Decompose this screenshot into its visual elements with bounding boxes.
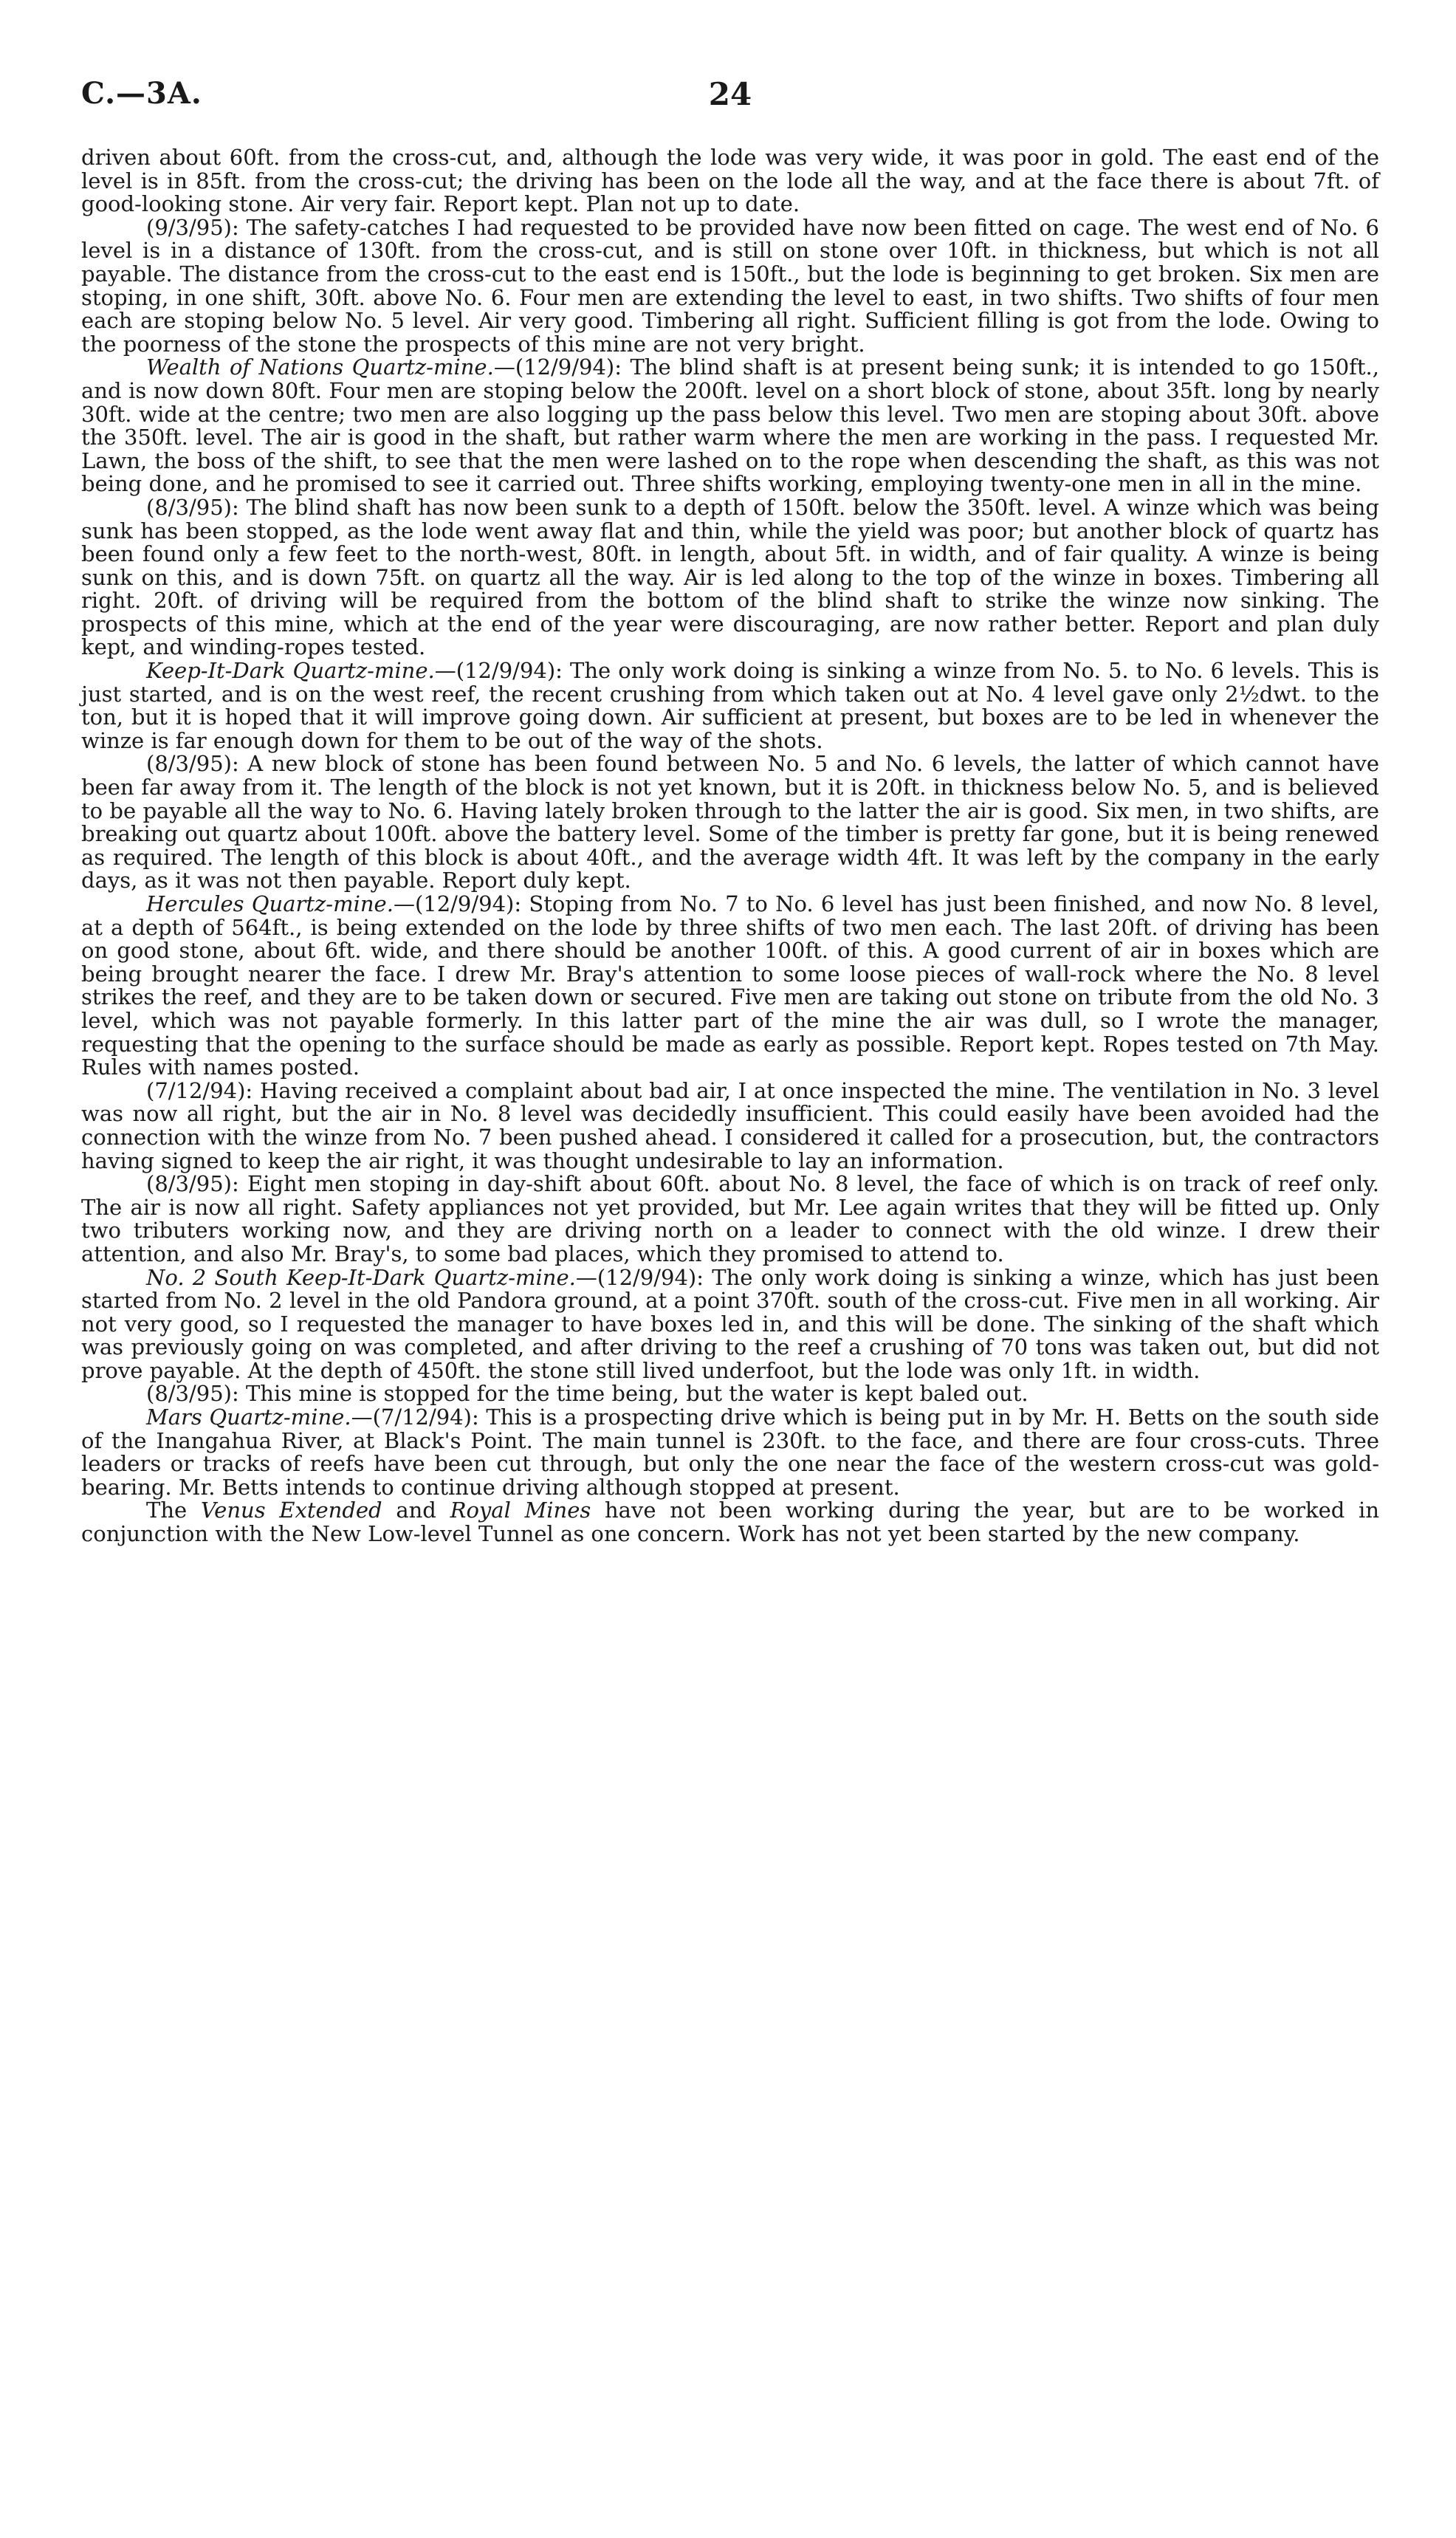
mine-title: Mars Quartz-mine. bbox=[146, 1405, 351, 1430]
paragraph: (8/3/95): Eight men stoping in day-shift about 60ft. about No. 8 level, the face of which is on track of reef only. The air is now all right. Safety appliances not yet provided, but Mr. Lee again writes that they will be fitted up. Only two tributers working now, and they are driving north on a leader to connect with the old winze. I drew their attention, and also Mr. Bray's, to some bad places, which they promised to attend to. bbox=[81, 1171, 1379, 1266]
paragraph: (8/3/95): The blind shaft has now been sunk to a depth of 150ft. below the 350ft. level. A winze which was being sunk has been stopped, as the lode went away flat and thin, while the yield was poor; but another block of quartz has been found only a few feet to the north-west, 80ft. in length, about 5ft. in width, and of fair quality. A winze is being sunk on this, and is down 75ft. on quartz all the way. Air is led along to the top of the winze in boxes. Timbering all right. 20ft. of driving will be required from the bottom of the blind shaft to strike the winze now sinking. The prospects of this mine, which at the end of the year were discouraging, are now rather better. Report and plan duly kept, and winding-ropes tested. bbox=[81, 494, 1379, 660]
paragraph: driven about 60ft. from the cross-cut, and, although the lode was very wide, it was poor in gold. The east end of the level is in 85ft. from the cross-cut; the driving has been on the lode all the way, and at the face there is about 7ft. of good-looking stone. Air very fair. Report kept. Plan not up to date. bbox=[81, 145, 1379, 217]
report-code: C.—3A. bbox=[81, 76, 202, 111]
paragraph: (8/3/95): A new block of stone has been found between No. 5 and No. 6 levels, the latter of which cannot have been far away from it. The length of the block is not yet known, but it is 20ft. in thickness below No. 5, and is believed to be payable all the way to No. 6. Having lately broken through to the latter the air is good. Six men, in two shifts, are breaking out quartz about 100ft. above the battery level. Some of the timber is pretty far gone, but it is being renewed as required. The length of this block is about 40ft., and the average width 4ft. It was left by the company in the early days, as it was not then payable. Report duly kept. bbox=[81, 751, 1379, 894]
paragraph: No. 2 South Keep-It-Dark Quartz-mine.—(12/9/94): The only work doing is sinking a winze, which has just been started from No. 2 level in the old Pandora ground, at a point 370ft. south of the cross-cut. Five men in all working. Air not very good, so I requested the manager to have boxes led in, and this will be done. The sinking of the shaft which was previously going on was completed, and after driving to the reef a crushing of 70 tons was taken out, but did not prove payable. At the depth of 450ft. the stone still lived underfoot, but the lode was only 1ft. in width. bbox=[81, 1264, 1379, 1383]
paragraph: (9/3/95): The safety-catches I had requested to be provided have now been fitted on cage. The west end of No. 6 level is in a distance of 130ft. from the cross-cut, and is still on stone over 10ft. in thickness, but which is not all payable. The distance from the cross-cut to the east end is 150ft., but the lode is beginning to get broken. Six men are stoping, in one shift, 30ft. above No. 6. Four men are extending the level to east, in two shifts. Two shifts of four men each are stoping below No. 5 level. Air very good. Timbering all right. Sufficient filling is got from the lode. Owing to the poorness of the stone the prospects of this mine are not very bright. bbox=[81, 214, 1379, 357]
paragraph: Hercules Quartz-mine.—(12/9/94): Stoping from No. 7 to No. 6 level has just been finished, and now No. 8 level, at a depth of 564ft., is being extended on the lode by three shifts of two men each. The last 20ft. of driving has been on good stone, about 6ft. wide, and there should be another 100ft. of this. A good current of air in boxes which are being brought nearer the face. I drew Mr. Bray's attention to some loose pieces of wall-rock where the No. 8 level strikes the reef, and they are to be taken down or secured. Five men are taking out stone on tribute from the old No. 3 level, which was not payable formerly. In this latter part of the mine the air was dull, so I wrote the manager, requesting that the opening to the surface should be made as early as possible. Report kept. Ropes tested on 7th May. Rules with names posted. bbox=[81, 891, 1379, 1080]
paragraph: The Venus Extended and Royal Mines have not been working during the year, but are to be worked in conjunction with the New Low-level Tunnel as one concern. Work has not yet been started by the new company. bbox=[81, 1498, 1380, 1547]
paragraph: Wealth of Nations Quartz-mine.—(12/9/94): The blind shaft is at present being sunk; it is intended to go 150ft., and is now down 80ft. Four men are stoping below the 200ft. level on a short block of stone, about 35ft. long by nearly 30ft. wide at the centre; two men are also logging up the pass below this level. Two men are stoping about 30ft. above the 350ft. level. The air is good in the shaft, but rather warm where the men are working in the pass. I requested Mr. Lawn, the boss of the shift, to see that the men were lashed on to the rope when descending the shaft, as this was not being done, and he promised to see it carried out. Three shifts working, employing twenty-one men in all in the mine. bbox=[81, 354, 1379, 497]
mine-title: Royal Mines bbox=[450, 1498, 591, 1523]
mine-title: Hercules Quartz-mine. bbox=[146, 891, 394, 916]
page-header bbox=[81, 76, 1379, 128]
paragraph: Mars Quartz-mine.—(7/12/94): This is a prospecting drive which is being put in by Mr. H. Betts on the south side of the Inangahua River, at Black's Point. The main tunnel is 230ft. to the face, and there are four cross-cuts. Three leaders or tracks of reefs have been cut through, but only the one near the face of the western cross-cut was gold-bearing. Mr. Betts intends to continue driving although stopped at present. bbox=[81, 1405, 1379, 1500]
mine-title: Wealth of Nations Quartz-mine. bbox=[146, 354, 494, 380]
mine-title: No. 2 South Keep-It-Dark Quartz-mine. bbox=[146, 1264, 576, 1290]
paragraph: (8/3/95): This mine is stopped for the time being, but the water is kept baled out. bbox=[146, 1381, 1029, 1407]
page-number: 24 bbox=[708, 76, 752, 112]
mine-title: Venus Extended bbox=[200, 1498, 382, 1523]
report-body bbox=[81, 146, 1379, 1546]
mine-title: Keep-It-Dark Quartz-mine. bbox=[146, 658, 435, 684]
paragraph: Keep-It-Dark Quartz-mine.—(12/9/94): The only work doing is sinking a winze from No. 5. to No. 6 levels. This is just started, and is on the west reef, the recent crushing from which taken out at No. 4 level gave only 2½dwt. to the ton, but it is hoped that it will improve going down. Air sufficient at present, but boxes are to be led in whenever the winze is far enough down for them to be out of the way of the shots. bbox=[81, 658, 1380, 753]
paragraph: (7/12/94): Having received a complaint about bad air, I at once inspected the mine. The ventilation in No. 3 level was now all right, but the air in No. 8 level was decidedly insufficient. This could easily have been avoided had the connection with the winze from No. 7 been pushed ahead. I considered it called for a prosecution, but, the contractors having signed to keep the air right, it was thought undesirable to lay an information. bbox=[81, 1077, 1379, 1173]
